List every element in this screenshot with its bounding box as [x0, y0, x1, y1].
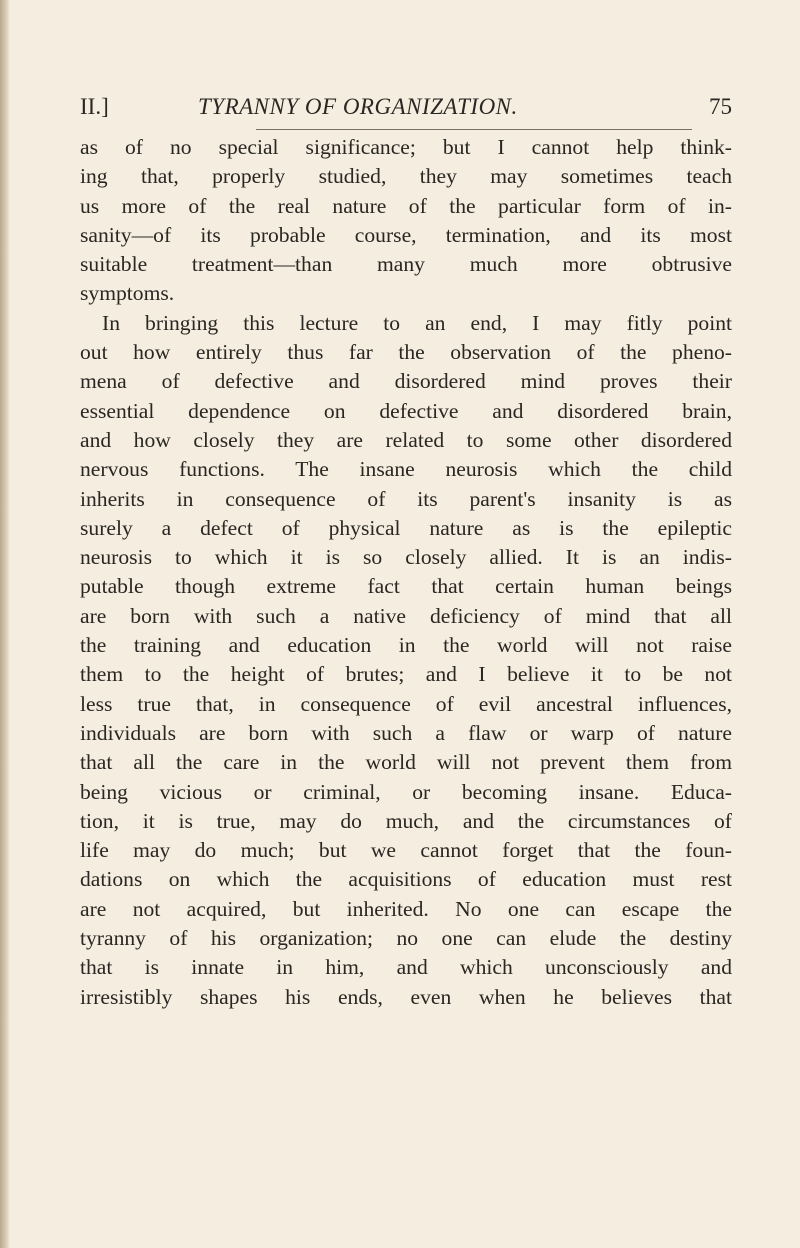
text-line: are born with such a native deficiency of mind that all — [80, 603, 732, 628]
text-line: suitable treatment—than many much more obtrusive — [80, 252, 732, 277]
page-binding-edge — [0, 0, 10, 1248]
paragraph-end-line: symptoms. — [80, 281, 175, 306]
text-line: out how entirely thus far the observation of the pheno- — [80, 340, 732, 365]
text-line: putable though extreme fact that certain human beings — [80, 574, 732, 599]
body-text — [80, 133, 732, 1012]
text-line: that is innate in him, and which unconsciously and — [80, 955, 732, 980]
text-line: as of no special significance; but I cannot help think- — [80, 135, 732, 159]
text-line: them to the height of brutes; and I believe it to be not — [80, 662, 732, 687]
text-line: dations on which the acquisitions of education must rest — [80, 867, 732, 892]
paragraph-start-line: In bringing this lecture to an end, I may fitly point — [102, 310, 732, 335]
text-line: that all the care in the world will not prevent them from — [80, 750, 732, 775]
text-line: neurosis to which it is so closely allied. It is an indis- — [80, 545, 732, 570]
running-head — [80, 92, 732, 122]
page-number: 75 — [709, 94, 732, 119]
text-line: tyranny of his organization; no one can elude the destiny — [80, 926, 732, 951]
text-line: tion, it is true, may do much, and the circumstances of — [80, 808, 732, 833]
text-line: inherits in consequence of its parent's insanity is as — [80, 486, 732, 511]
text-line: sanity—of its probable course, termination, and its most — [80, 222, 732, 247]
chapter-marker: II.] — [80, 94, 109, 119]
text-line: are not acquired, but inherited. No one can escape the — [80, 896, 732, 921]
text-line: mena of defective and disordered mind proves their — [80, 369, 732, 394]
running-title: TYRANNY OF ORGANIZATION. — [198, 94, 518, 119]
text-line: less true that, in consequence of evil ancestral influences, — [80, 691, 732, 716]
header-rule — [256, 129, 692, 130]
text-line: essential dependence on defective and disordered brain, — [80, 398, 732, 423]
text-line: surely a defect of physical nature as is the epileptic — [80, 515, 732, 540]
text-line: us more of the real nature of the particular form of in- — [80, 193, 732, 218]
text-line: irresistibly shapes his ends, even when he believes that — [80, 984, 732, 1009]
text-line: and how closely they are related to some other disordered — [80, 427, 732, 452]
text-line: life may do much; but we cannot forget that the foun- — [80, 838, 732, 863]
text-line: the training and education in the world will not raise — [80, 633, 732, 658]
text-line: individuals are born with such a flaw or warp of nature — [80, 720, 732, 745]
text-line: nervous functions. The insane neurosis which the child — [80, 457, 732, 482]
text-line: being vicious or criminal, or becoming insane. Educa- — [80, 779, 732, 804]
text-line: ing that, properly studied, they may sometimes teach — [80, 164, 732, 189]
